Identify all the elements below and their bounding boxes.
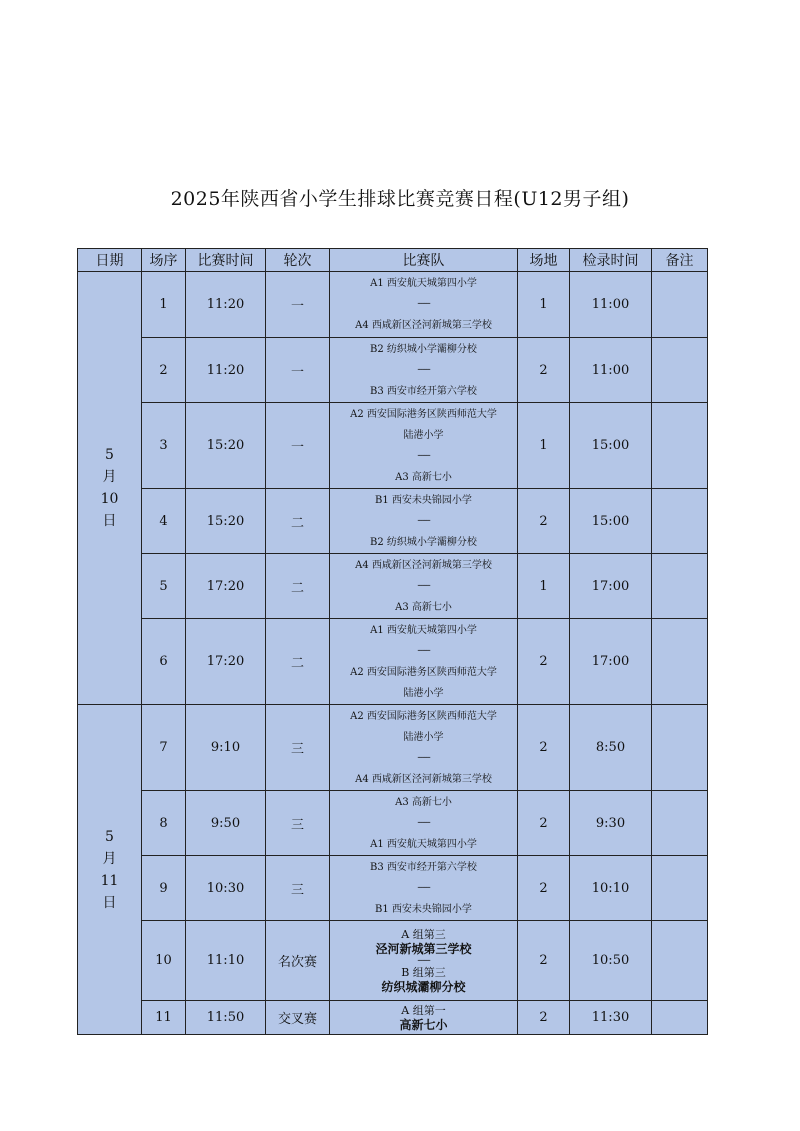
table-row [78,921,708,1001]
date-line: 11 [100,872,119,889]
header-court: 场地 [518,249,570,272]
header-note: 备注 [652,249,708,272]
match-court: 2 [518,791,570,856]
match-court: 1 [518,403,570,489]
match-court: 2 [518,338,570,403]
match-round: 一 [266,272,330,338]
match-time: 11:10 [186,921,266,1001]
team-name: A2 西安国际港务区陕西师范大学 [350,408,497,420]
match-note [652,791,708,856]
header-teams: 比赛队 [330,249,518,272]
match-teams [330,791,518,856]
match-time: 15:20 [186,403,266,489]
match-time: 11:20 [186,338,266,403]
table-row [78,1001,708,1035]
match-court: 1 [518,554,570,619]
team-name: B2 纺织城小学灞柳分校 [370,343,477,355]
match-number: 11 [142,1001,186,1035]
team-name: A1 西安航天城第四小学 [370,278,477,289]
team-name: 泾河新城第三学校 [375,941,472,956]
match-note [652,705,708,791]
match-teams [330,1001,518,1035]
table-row [78,554,708,619]
team-name: B3 西安市经开第六学校 [370,385,477,397]
match-note [652,489,708,554]
team-name: A2 西安国际港务区陕西师范大学 [350,710,497,722]
match-note [652,272,708,338]
match-round: 三 [266,856,330,921]
team-name: 陆港小学 [403,429,444,441]
match-round: 二 [266,489,330,554]
match-court: 1 [518,272,570,338]
match-teams [330,403,518,489]
team-name: B1 西安未央锦园小学 [375,494,472,506]
match-note [652,403,708,489]
versus-separator: ------ [417,515,430,526]
match-time: 11:20 [186,272,266,338]
match-checkin: 8:50 [570,705,652,791]
date-line: 月 [102,469,117,485]
match-teams [330,619,518,705]
team-name: 陆港小学 [403,687,444,699]
versus-separator: ------ [417,364,430,375]
match-checkin: 11:30 [570,1001,652,1035]
team-name: A1 西安航天城第四小学 [370,624,477,636]
match-checkin: 10:10 [570,856,652,921]
versus-separator: ------ [417,817,430,828]
team-name: A1 西安航天城第四小学 [370,838,477,850]
table-row [78,272,708,338]
match-note [652,554,708,619]
versus-separator: ------ [417,450,430,461]
header-time: 比赛时间 [186,249,266,272]
match-number: 1 [142,272,186,338]
date-line: 日 [102,513,117,529]
table-row [78,705,708,791]
team-name: B2 纺织城小学灞柳分校 [370,536,477,548]
match-time: 17:20 [186,619,266,705]
match-number: 6 [142,619,186,705]
match-teams [330,554,518,619]
match-number: 7 [142,705,186,791]
match-round: 一 [266,338,330,403]
match-teams [330,856,518,921]
team-name: A3 高新七小 [395,796,452,808]
match-number: 5 [142,554,186,619]
match-round: 三 [266,705,330,791]
versus-separator: ------ [417,299,430,309]
match-number: 4 [142,489,186,554]
match-note [652,1001,708,1035]
match-checkin: 17:00 [570,619,652,705]
page-title: 2025年陕西省小学生排球比赛竞赛日程(U12男子组) [170,188,630,210]
date-line: 月 [102,850,117,867]
team-name: A3 高新七小 [395,601,452,613]
team-name: A4 西咸新区泾河新城第三学校 [355,773,492,785]
match-note [652,921,708,1001]
match-court: 2 [518,921,570,1001]
header-round: 轮次 [266,249,330,272]
match-time: 9:50 [186,791,266,856]
table-row [78,338,708,403]
versus-separator: ------ [417,955,430,966]
match-teams [330,272,518,338]
match-teams [330,921,518,1001]
match-note [652,856,708,921]
date-cell [78,705,142,1035]
header-row [78,249,708,272]
match-checkin: 15:00 [570,489,652,554]
table-row [78,489,708,554]
match-court: 2 [518,705,570,791]
date-line: 10 [100,491,119,507]
match-number: 8 [142,791,186,856]
match-time: 17:20 [186,554,266,619]
group-rank-label: A 组第一 [401,1003,446,1017]
team-name: A3 高新七小 [395,471,452,483]
match-round: 三 [266,791,330,856]
match-round: 二 [266,554,330,619]
group-rank-label: B 组第三 [401,965,446,979]
match-note [652,619,708,705]
versus-separator: ------ [417,645,430,656]
table-row [78,403,708,489]
team-name: A4 西咸新区泾河新城第三学校 [355,320,492,331]
match-round: 交叉赛 [266,1001,330,1035]
header-date: 日期 [78,249,142,272]
versus-separator: ------ [417,882,430,893]
team-name: B3 西安市经开第六学校 [370,861,477,873]
team-name: A2 西安国际港务区陕西师范大学 [350,666,497,678]
team-name: B1 西安未央锦园小学 [375,903,472,915]
match-number: 2 [142,338,186,403]
team-name: A4 西咸新区泾河新城第三学校 [355,559,492,571]
match-checkin: 10:50 [570,921,652,1001]
team-name: 纺织城灞柳分校 [381,979,466,994]
match-time: 11:50 [186,1001,266,1035]
header-order: 场序 [142,249,186,272]
date-line: 日 [102,894,117,911]
versus-separator: ------ [417,580,430,591]
match-time: 10:30 [186,856,266,921]
match-time: 15:20 [186,489,266,554]
match-court: 2 [518,489,570,554]
match-checkin: 17:00 [570,554,652,619]
table-row [78,791,708,856]
match-checkin: 9:30 [570,791,652,856]
match-teams [330,489,518,554]
match-court: 2 [518,1001,570,1035]
match-teams [330,705,518,791]
match-round: 二 [266,619,330,705]
table-row [78,619,708,705]
team-name: 高新七小 [399,1017,448,1032]
date-cell [78,272,142,705]
schedule-table [77,248,708,1035]
date-line: 5 [105,447,114,463]
versus-separator: ------ [417,752,430,763]
match-round: 一 [266,403,330,489]
match-number: 9 [142,856,186,921]
match-teams [330,338,518,403]
team-name: 陆港小学 [403,731,444,743]
match-number: 3 [142,403,186,489]
match-time: 9:10 [186,705,266,791]
table-row [78,856,708,921]
group-rank-label: A 组第三 [401,927,446,941]
match-checkin: 11:00 [570,272,652,338]
match-checkin: 15:00 [570,403,652,489]
match-round: 名次赛 [266,921,330,1001]
match-court: 2 [518,619,570,705]
match-checkin: 11:00 [570,338,652,403]
match-number: 10 [142,921,186,1001]
match-court: 2 [518,856,570,921]
header-checkin: 检录时间 [570,249,652,272]
match-note [652,338,708,403]
date-line: 5 [105,828,114,845]
